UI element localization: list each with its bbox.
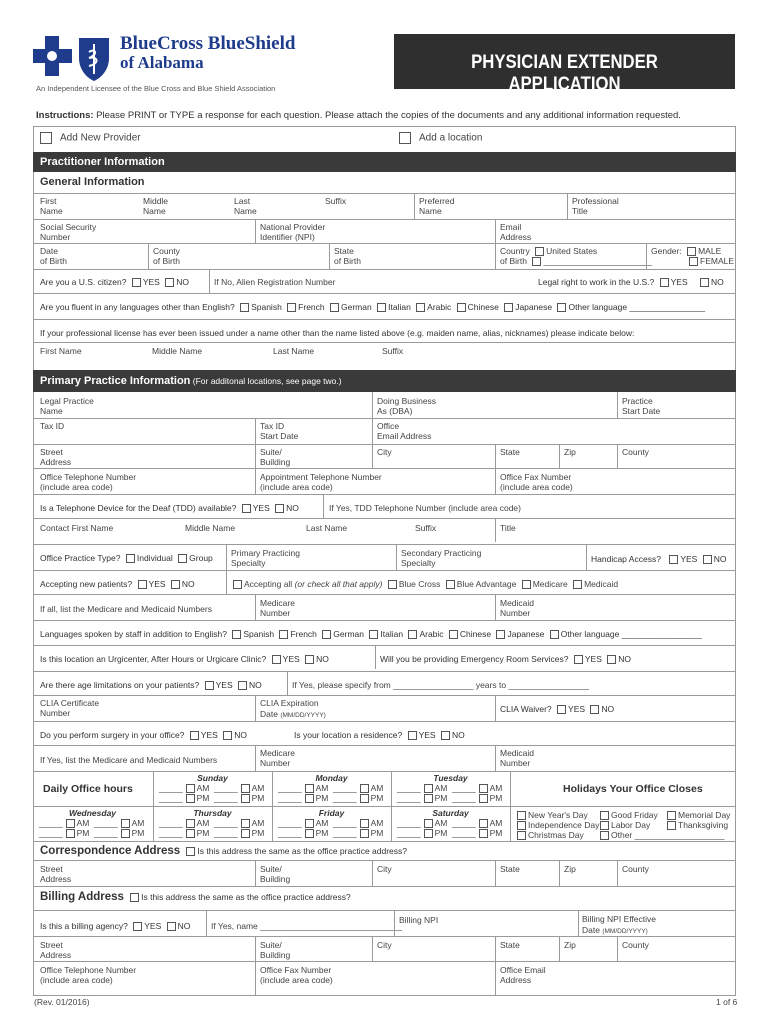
labor-checkbox[interactable] <box>600 821 609 830</box>
state-field[interactable]: State <box>500 447 520 457</box>
accepting-all-checkbox[interactable] <box>233 580 242 589</box>
correspondence-heading: Correspondence Address Is this address the same as the office practice address? <box>40 845 407 857</box>
blue-cross-checkbox[interactable] <box>388 580 397 589</box>
am-checkbox[interactable] <box>121 819 130 828</box>
corr-suite-field[interactable]: Suite/ Building <box>260 864 291 884</box>
preferred-name-field[interactable]: Preferred Name <box>419 196 455 216</box>
holiday-good-friday[interactable]: Good Friday <box>597 810 658 821</box>
primary-practice-bar: Primary Practice Information (For additonal locations, see page two.) <box>33 370 736 392</box>
am-checkbox[interactable] <box>186 784 195 793</box>
holiday-memorial[interactable]: Memorial Day <box>664 810 730 821</box>
am-checkbox[interactable] <box>360 784 369 793</box>
day-label: Saturday <box>432 808 469 818</box>
bill-county-field[interactable]: County <box>622 940 649 950</box>
billing-npi-date-field[interactable]: Date (MM/DD/YYYY) <box>582 925 648 935</box>
bcbs-logo <box>33 34 113 82</box>
bill-suite-field[interactable]: Suite/ Building <box>260 940 291 960</box>
page-title: PHYSICIAN EXTENDER APPLICATION <box>471 52 658 95</box>
open-am-time[interactable]: _____ AM <box>159 783 210 793</box>
medicare-checkbox[interactable] <box>522 580 531 589</box>
close-am-time[interactable]: _____ AM <box>333 783 384 793</box>
daily-office-hours-label: Daily Office hours <box>43 783 133 795</box>
surgery-yes-checkbox[interactable] <box>190 731 199 740</box>
medicaid-checkbox[interactable] <box>573 580 582 589</box>
urgi-yes-checkbox[interactable] <box>272 655 281 664</box>
close-am-time[interactable]: _____ AM <box>333 818 384 828</box>
bcbs-cross-shield-icon <box>33 34 113 82</box>
billing-heading: Billing Address Is this address the same as the office practice address? <box>40 891 351 903</box>
fluent-italian-checkbox[interactable] <box>377 303 386 312</box>
open-pm-time[interactable]: _____ PM <box>159 793 210 803</box>
practitioner-bar: Practitioner Information <box>33 152 736 172</box>
pm-checkbox[interactable] <box>186 794 195 803</box>
open-pm-time[interactable]: _____ PM <box>397 828 448 838</box>
open-am-time[interactable]: _____ AM <box>159 818 210 828</box>
open-am-time[interactable]: _____ AM <box>397 818 448 828</box>
pm-checkbox[interactable] <box>424 794 433 803</box>
corr-zip-field[interactable]: Zip <box>564 864 576 874</box>
gender-female[interactable]: FEMALE <box>686 256 734 267</box>
brand-line-2: of Alabama <box>120 53 204 72</box>
holiday-other-checkbox[interactable] <box>600 831 609 840</box>
bill-telephone-field[interactable]: Office Telephone Number (include area code) <box>40 965 137 985</box>
page-number: 1 of 6 <box>716 997 738 1007</box>
am-checkbox[interactable] <box>360 819 369 828</box>
age-no-checkbox[interactable] <box>238 681 247 690</box>
add-location-label: Add a location <box>419 132 483 144</box>
middle-name-field[interactable]: Middle Name <box>143 196 169 216</box>
agency-yes-checkbox[interactable] <box>133 922 142 931</box>
individual-checkbox[interactable] <box>126 554 135 563</box>
correspondence-same-checkbox[interactable] <box>186 847 195 856</box>
handicap-yes-checkbox[interactable] <box>669 555 678 564</box>
memorial-checkbox[interactable] <box>667 811 676 820</box>
fluent-german-checkbox[interactable] <box>330 303 339 312</box>
staff-arabic-checkbox[interactable] <box>408 630 417 639</box>
add-location-checkbox[interactable] <box>399 132 411 144</box>
group-checkbox[interactable] <box>178 554 187 563</box>
tax-id-start-field[interactable]: Tax ID Start Date <box>260 421 299 441</box>
city-field[interactable]: City <box>377 447 392 457</box>
ssn-field[interactable]: Social Security Number <box>40 222 97 242</box>
fluent-chinese-checkbox[interactable] <box>457 303 466 312</box>
pm-checkbox[interactable] <box>305 829 314 838</box>
legal-practice-name-field[interactable]: Legal Practice Name <box>40 396 94 416</box>
day-label: Tuesday <box>433 773 468 783</box>
am-checkbox[interactable] <box>241 784 250 793</box>
age-question: Are there age limitations on your patients? YES NO <box>40 680 262 690</box>
contact-last-name-field[interactable]: Last Name <box>306 523 348 533</box>
brand-line-1: BlueCross BlueShield <box>120 33 296 54</box>
suite-field[interactable]: Suite/ Building <box>260 447 291 467</box>
residence-yes-checkbox[interactable] <box>408 731 417 740</box>
contact-first-name-field[interactable]: Contact First Name <box>40 523 114 533</box>
pm-checkbox[interactable] <box>186 829 195 838</box>
residence-no-checkbox[interactable] <box>441 731 450 740</box>
am-checkbox[interactable] <box>479 784 488 793</box>
independence-checkbox[interactable] <box>517 821 526 830</box>
alt-middle-name-field[interactable]: Middle Name <box>152 346 203 356</box>
pm-checkbox[interactable] <box>479 794 488 803</box>
er-question: Will you be providing Emergency Room Services? YES NO <box>380 654 632 664</box>
billing-same-checkbox[interactable] <box>130 893 139 902</box>
urgi-no-checkbox[interactable] <box>305 655 314 664</box>
pm-checkbox[interactable] <box>241 794 250 803</box>
pm-checkbox[interactable] <box>121 829 130 838</box>
email-field[interactable]: Email Address <box>500 222 532 242</box>
office-telephone-field[interactable]: Office Telephone Number (include area code) <box>40 472 137 492</box>
alt-last-name-field[interactable]: Last Name <box>273 346 315 356</box>
secondary-specialty-field[interactable]: Secondary Practicing Specialty <box>401 548 482 568</box>
tdd-number-field[interactable]: If Yes, TDD Telephone Number (include area code) <box>329 503 521 513</box>
good-friday-checkbox[interactable] <box>600 811 609 820</box>
tdd-yes-checkbox[interactable] <box>242 504 251 513</box>
instructions-label: Instructions: <box>36 110 94 121</box>
add-location[interactable] <box>399 132 482 144</box>
open-pm-time[interactable]: _____ PM <box>159 828 210 838</box>
other-country-checkbox[interactable] <box>532 257 541 266</box>
names-row <box>33 193 736 194</box>
staff-french-checkbox[interactable] <box>279 630 288 639</box>
if-yes-list-label: If Yes, list the Medicare and Medicaid Numbers <box>40 755 218 765</box>
accepting-plans: Accepting all (or check all that apply) Blue Cross Blue Advantage Medicare Medicaid <box>230 579 618 590</box>
staff-chinese-checkbox[interactable] <box>449 630 458 639</box>
pm-checkbox[interactable] <box>360 794 369 803</box>
suffix-field[interactable]: Suffix <box>325 196 347 206</box>
er-no-checkbox[interactable] <box>607 655 616 664</box>
fluent-question: Are you fluent in any languages other than English? Spanish French German Italian Arabic Chinese Japanese Other language ________________ <box>40 302 706 312</box>
contact-suffix-field[interactable]: Suffix <box>415 523 437 533</box>
christmas-checkbox[interactable] <box>517 831 526 840</box>
accepting-no-checkbox[interactable] <box>171 580 180 589</box>
state-birth-field[interactable]: State of Birth <box>334 246 361 266</box>
street-address-field[interactable]: Street Address <box>40 447 72 467</box>
corr-county-field[interactable]: County <box>622 864 649 874</box>
bill-fax-field[interactable]: Office Fax Number (include area code) <box>260 965 333 985</box>
citizen-no-checkbox[interactable] <box>165 278 174 287</box>
urgicenter-question: Is this location an Urgicenter, After Hours or Urgicare Clinic? YES NO <box>40 654 329 664</box>
holiday-christmas[interactable]: Christmas Day <box>514 830 584 841</box>
close-am-time[interactable]: _____ AM <box>214 783 265 793</box>
contact-title-field[interactable]: Title <box>500 523 516 533</box>
add-provider-label: Add New Provider <box>60 132 141 144</box>
medicare-number-2-field[interactable]: Medicare Number <box>260 748 295 768</box>
handicap-question: Handicap Access? YES NO <box>591 554 727 564</box>
open-pm-time[interactable]: _____ PM <box>39 828 90 838</box>
clia-waiver-question: CLIA Waiver? YES NO <box>500 704 615 714</box>
contact-middle-name-field[interactable]: Middle Name <box>185 523 236 533</box>
general-info-heading: General Information <box>40 176 145 188</box>
clia-yes-checkbox[interactable] <box>557 705 566 714</box>
clia-certificate-field[interactable]: CLIA Certificate Number <box>40 698 100 718</box>
fluent-arabic-checkbox[interactable] <box>416 303 425 312</box>
blue-advantage-checkbox[interactable] <box>446 580 455 589</box>
open-am-time[interactable]: _____ AM <box>397 783 448 793</box>
tdd-question: Is a Telephone Device for the Deaf (TDD) available? YES NO <box>40 503 299 513</box>
corr-city-field[interactable]: City <box>377 864 392 874</box>
close-pm-time[interactable]: _____ PM <box>214 828 265 838</box>
legal-no-checkbox[interactable] <box>700 278 709 287</box>
open-pm-time[interactable]: _____ PM <box>278 828 329 838</box>
legal-work-question: Legal right to work in the U.S.? YES NO <box>538 277 724 287</box>
clia-no-checkbox[interactable] <box>590 705 599 714</box>
fluent-other-checkbox[interactable] <box>557 303 566 312</box>
close-pm-time[interactable]: _____ PM <box>94 828 145 838</box>
close-am-time[interactable]: _____ AM <box>452 818 503 828</box>
professional-title-field[interactable]: Professional Title <box>572 196 619 216</box>
add-new-provider[interactable] <box>40 132 141 144</box>
holiday-thanksgiving[interactable]: Thanksgiving <box>664 820 728 831</box>
open-pm-time[interactable]: _____ PM <box>397 793 448 803</box>
practice-type-question: Office Practice Type? Individual Group <box>40 553 213 563</box>
clia-expiration-label: CLIA Expiration <box>260 698 319 708</box>
pm-checkbox[interactable] <box>66 829 75 838</box>
alien-reg-field[interactable]: If No, Alien Registration Number <box>214 277 336 287</box>
age-yes-checkbox[interactable] <box>205 681 214 690</box>
close-pm-time[interactable]: _____ PM <box>452 793 503 803</box>
close-pm-time[interactable]: _____ PM <box>214 793 265 803</box>
day-label: Friday <box>318 808 345 818</box>
holiday-new-year[interactable]: New Year's Day <box>514 810 588 821</box>
open-am-time[interactable]: _____ AM <box>278 818 329 828</box>
er-yes-checkbox[interactable] <box>574 655 583 664</box>
zip-field[interactable]: Zip <box>564 447 576 457</box>
close-pm-time[interactable]: _____ PM <box>452 828 503 838</box>
fluent-french-checkbox[interactable] <box>287 303 296 312</box>
bill-street-field[interactable]: Street Address <box>40 940 72 960</box>
male-checkbox[interactable] <box>687 247 696 256</box>
surgery-no-checkbox[interactable] <box>223 731 232 740</box>
holiday-labor[interactable]: Labor Day <box>597 820 650 831</box>
age-range-field[interactable]: If Yes, please specify from _________________ years to _________________ <box>292 680 589 690</box>
staff-other-checkbox[interactable] <box>550 630 559 639</box>
add-provider-checkbox[interactable] <box>40 132 52 144</box>
close-am-time[interactable]: _____ AM <box>452 783 503 793</box>
billing-agency-question: Is this a billing agency? YES NO <box>40 921 191 931</box>
close-am-time[interactable]: _____ AM <box>94 818 145 828</box>
agency-no-checkbox[interactable] <box>167 922 176 931</box>
staff-japanese-checkbox[interactable] <box>496 630 505 639</box>
new-year-checkbox[interactable] <box>517 811 526 820</box>
legal-yes-checkbox[interactable] <box>660 278 669 287</box>
am-checkbox[interactable] <box>424 819 433 828</box>
county-birth-field[interactable]: County of Birth <box>153 246 180 266</box>
am-checkbox[interactable] <box>424 784 433 793</box>
corr-state-field[interactable]: State <box>500 864 520 874</box>
instructions <box>36 110 681 121</box>
appointment-telephone-field[interactable]: Appointment Telephone Number (include area code) <box>260 472 382 492</box>
open-pm-time[interactable]: _____ PM <box>278 793 329 803</box>
day-label: Wednesday <box>68 808 117 818</box>
us-checkbox[interactable] <box>535 247 544 256</box>
country-birth-line[interactable]: of Birth _______________________ <box>500 256 653 266</box>
pm-checkbox[interactable] <box>424 829 433 838</box>
country-field[interactable]: Country United States <box>500 246 598 256</box>
alt-first-name-field[interactable]: First Name <box>40 346 82 356</box>
npi-field[interactable]: National Provider Identifier (NPI) <box>260 222 326 242</box>
close-pm-time[interactable]: _____ PM <box>333 793 384 803</box>
licensee-text: An Independent Licensee of the Blue Cross and Blue Shield Association <box>36 84 276 93</box>
accepting-yes-checkbox[interactable] <box>138 580 147 589</box>
medicare-number-field[interactable]: Medicare Number <box>260 598 295 618</box>
billing-npi-field[interactable]: Billing NPI <box>399 915 439 925</box>
holidays-title: Holidays Your Office Closes <box>563 783 703 795</box>
handicap-no-checkbox[interactable] <box>703 555 712 564</box>
am-checkbox[interactable] <box>66 819 75 828</box>
primary-specialty-field[interactable]: Primary Practicing Specialty <box>231 548 300 568</box>
day-label: Thursday <box>193 808 232 818</box>
bill-state-field[interactable]: State <box>500 940 520 950</box>
staff-german-checkbox[interactable] <box>322 630 331 639</box>
open-am-time[interactable]: _____ AM <box>278 783 329 793</box>
am-checkbox[interactable] <box>241 819 250 828</box>
staff-spanish-checkbox[interactable] <box>232 630 241 639</box>
pm-checkbox[interactable] <box>479 829 488 838</box>
license-question: If your professional license has ever been issued under a name other than the name listed above (e.g. maiden name, alias, nicknames) please indicate below: <box>40 328 635 338</box>
office-email-field[interactable]: Office Email Address <box>377 421 432 441</box>
am-checkbox[interactable] <box>479 819 488 828</box>
staff-italian-checkbox[interactable] <box>369 630 378 639</box>
last-name-field[interactable]: Last Name <box>234 196 257 216</box>
thanksgiving-checkbox[interactable] <box>667 821 676 830</box>
pm-checkbox[interactable] <box>241 829 250 838</box>
tdd-no-checkbox[interactable] <box>275 504 284 513</box>
list-mm-label: If all, list the Medicare and Medicaid Numbers <box>40 604 212 614</box>
tax-id-field[interactable]: Tax ID <box>40 421 65 431</box>
alt-suffix-field[interactable]: Suffix <box>382 346 404 356</box>
bill-zip-field[interactable]: Zip <box>564 940 576 950</box>
practice-start-date-field[interactable]: Practice Start Date <box>622 396 661 416</box>
bill-email-field[interactable]: Office Email Address <box>500 965 546 985</box>
medicaid-number-2-field[interactable]: Medicaid Number <box>500 748 535 768</box>
residence-question: Is your location a residence? YES NO <box>294 730 465 740</box>
first-name-field[interactable]: First Name <box>40 196 63 216</box>
clia-expiration-date-field[interactable]: Date (MM/DD/YYYY) <box>260 709 326 719</box>
citizen-question: Are you a U.S. citizen? YES NO <box>40 277 189 287</box>
fluent-japanese-checkbox[interactable] <box>504 303 513 312</box>
close-am-time[interactable]: _____ AM <box>214 818 265 828</box>
instructions-text: Please PRINT or TYPE a response for each question. Please attach the copies of the documents and any additional information requested. <box>93 110 681 121</box>
billing-agency-name-field[interactable]: If Yes, name ______________________________ <box>211 921 402 931</box>
accepting-question: Accepting new patients? YES NO <box>40 579 195 589</box>
billing-npi-effective-label: Billing NPI Effective <box>582 914 657 924</box>
bill-city-field[interactable]: City <box>377 940 392 950</box>
revision-label: (Rev. 01/2016) <box>34 997 90 1007</box>
close-pm-time[interactable]: _____ PM <box>333 828 384 838</box>
fluent-spanish-checkbox[interactable] <box>240 303 249 312</box>
holiday-independence[interactable]: Independence Day <box>514 820 599 831</box>
pm-checkbox[interactable] <box>360 829 369 838</box>
am-checkbox[interactable] <box>305 819 314 828</box>
female-checkbox[interactable] <box>689 257 698 266</box>
county-field[interactable]: County <box>622 447 649 457</box>
am-checkbox[interactable] <box>305 784 314 793</box>
corr-street-field[interactable]: Street Address <box>40 864 72 884</box>
holiday-other[interactable]: Other ___________________ <box>597 830 724 841</box>
staff-language-question: Languages spoken by staff in addition to English? Spanish French German Italian Arabic Chinese Japanese Other language _________________ <box>40 629 703 639</box>
day-label: Sunday <box>197 773 228 783</box>
dba-field[interactable]: Doing Business As (DBA) <box>377 396 437 416</box>
citizen-yes-checkbox[interactable] <box>132 278 141 287</box>
gender-male[interactable]: Gender: MALE <box>651 246 722 256</box>
office-fax-field[interactable]: Office Fax Number (include area code) <box>500 472 573 492</box>
am-checkbox[interactable] <box>186 819 195 828</box>
open-am-time[interactable]: _____ AM <box>39 818 90 828</box>
surgery-question: Do you perform surgery in your office? YES NO <box>40 730 247 740</box>
pm-checkbox[interactable] <box>305 794 314 803</box>
dob-field[interactable]: Date of Birth <box>40 246 67 266</box>
medicaid-number-field[interactable]: Medicaid Number <box>500 598 535 618</box>
application-form <box>33 126 736 996</box>
day-label: Monday <box>315 773 348 783</box>
